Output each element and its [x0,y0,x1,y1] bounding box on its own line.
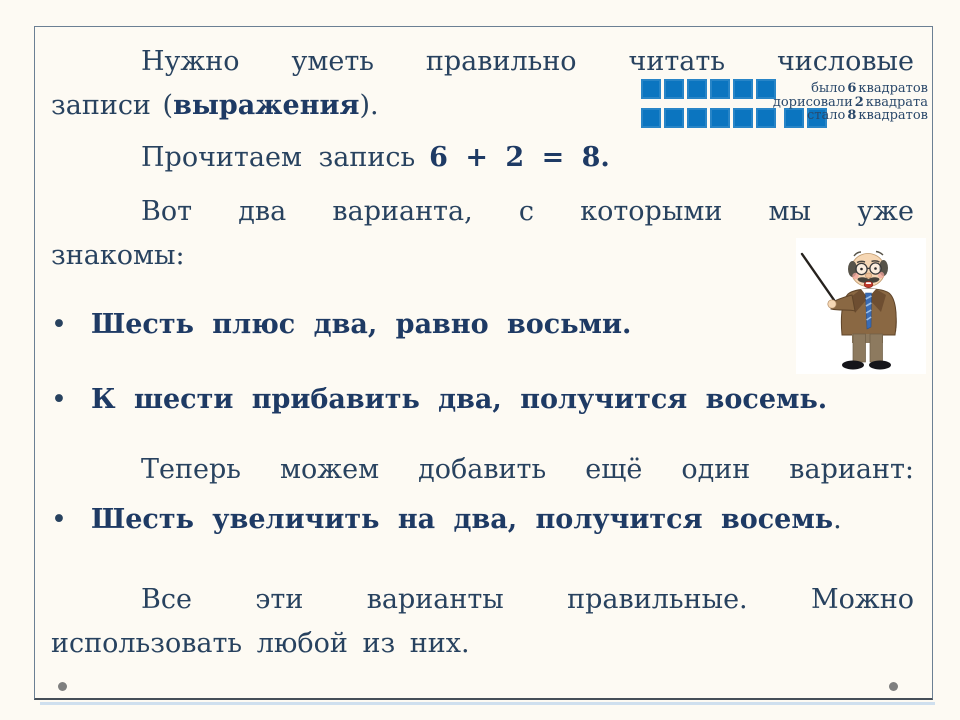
bullet-3-period: . [833,504,842,535]
caption-line-1: было 6 квадратов [811,81,928,96]
squares-caption [773,82,928,123]
teacher-illustration [796,238,926,374]
bullet-item-1 [51,303,914,347]
slide-nav-dot-left [58,682,67,691]
paragraph-1-line-2-text: записи ( [51,90,174,121]
paragraph-2-text: Прочитаем запись [141,142,416,173]
bullet-2-text: К шести прибавить два, получится восемь. [91,384,828,415]
paragraph-4: Теперь можем добавить ещё один вариант: [141,454,914,485]
paragraph-1-bold-word: выражения [173,90,360,121]
caption-line-3: стало 8 квадратов [807,108,928,123]
bullet-3-text: Шесть увеличить на два, получится восемь. [91,504,842,535]
teacher-with-pointer-icon [796,238,926,374]
paragraph-3-line-1: Вот два варианта, с которыми мы уже [141,196,914,227]
caption-line-2: дорисовали 2 квадрата [772,94,928,110]
bullet-item-3 [51,498,914,542]
bullet-marker: • [51,309,67,340]
content-frame [34,26,933,700]
bullet-marker: • [51,384,67,415]
paragraph-5-line-1: Все эти варианты правильные. Можно [141,584,914,615]
bullet-marker: • [51,504,67,535]
bullet-1-text: Шесть плюс два, равно восьми. [91,309,632,340]
paragraph-5-line-2: использовать любой из них. [51,628,470,659]
bullet-item-2 [51,378,914,422]
equation-text: 6 + 2 = 8. [429,142,610,173]
slide-nav-dot-right [889,682,898,691]
paragraph-3-line-2: знакомы: [51,240,185,271]
paragraph-1-line-1: Нужно уметь правильно читать числовые [141,46,914,77]
paragraph-2 [51,136,914,180]
paragraph-1-closing: ). [359,90,379,121]
